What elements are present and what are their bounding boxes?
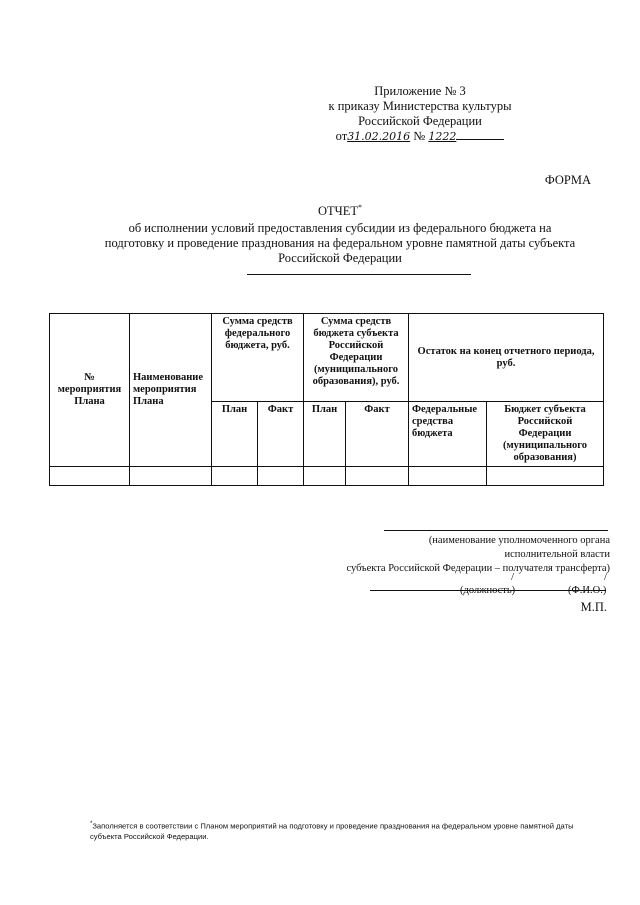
header-col-number: № мероприятия Плана <box>50 314 130 467</box>
header-fed-plan: План <box>212 402 258 467</box>
appendix-block <box>300 84 540 144</box>
header-fed-fact: Факт <box>258 402 304 467</box>
number-underline <box>456 129 504 140</box>
date-prefix: от <box>335 129 348 143</box>
footnote-mark: * <box>90 821 93 827</box>
org-caption-1: (наименование уполномоченного органа <box>428 535 610 546</box>
title-line-2: подготовку и проведение празднования на федеральном уровне памятной даты субъекта <box>104 236 576 251</box>
title-underline <box>247 274 471 275</box>
title-line-3: Российской Федерации <box>278 251 402 266</box>
table-cell[interactable] <box>346 467 409 486</box>
appendix-date-line <box>300 129 540 144</box>
position-caption: (должность) <box>460 585 516 596</box>
table-cell[interactable] <box>50 467 130 486</box>
table-cell[interactable] <box>304 467 346 486</box>
header-rest-federal: Федеральные средства бюджета <box>409 402 487 467</box>
header-subj-plan: План <box>304 402 346 467</box>
signature-org-block <box>330 534 610 576</box>
header-col-subject: Сумма средств бюджета субъекта Российской Федерации (муниципального образования), руб. <box>304 314 409 402</box>
signature-separator: / <box>511 571 515 583</box>
org-caption-3: субъекта Российской Федерации – получателя трансферта) <box>346 563 610 574</box>
signature-separator: / <box>604 571 608 583</box>
title-line-1: об исполнении условий предоставления субсидии из федерального бюджета на <box>128 221 552 236</box>
footnote-text: Заполняется в соответствии с Планом мероприятий на подготовку и проведение празднования на федеральном уровне памятной даты субъекта Российской Федерации. <box>90 821 574 841</box>
fio-caption: (Ф.И.О.) <box>568 585 607 596</box>
signature-org-underline <box>384 530 608 531</box>
table-cell[interactable] <box>258 467 304 486</box>
header-subj-fact: Факт <box>346 402 409 467</box>
header-col-name: Наименование мероприятия Плана <box>130 314 212 467</box>
appendix-order-ref: к приказу Министерства культуры <box>328 99 512 113</box>
form-label: ФОРМА <box>544 173 591 187</box>
date-value: 31.02.2016 <box>347 130 411 143</box>
appendix-ministry: Российской Федерации <box>358 114 482 128</box>
report-title: ОТЧЕТ* <box>317 203 363 219</box>
table-cell[interactable] <box>212 467 258 486</box>
header-col-remainder: Остаток на конец отчетного периода, руб. <box>409 314 604 402</box>
report-table <box>49 313 604 486</box>
stamp-place: М.П. <box>580 600 607 614</box>
header-rest-subject: Бюджет субъекта Российской Федерации (муниципального образования) <box>487 402 604 467</box>
report-title-block <box>90 200 590 266</box>
number-value: 1222 <box>428 130 457 143</box>
title-footnote-mark: * <box>358 203 363 212</box>
table-cell[interactable] <box>409 467 487 486</box>
number-prefix: № <box>413 129 426 143</box>
org-caption-2: исполнительной власти <box>504 549 610 560</box>
header-col-federal: Сумма средств федерального бюджета, руб. <box>212 314 304 402</box>
footnote <box>90 819 600 842</box>
appendix-number: Приложение № 3 <box>374 84 466 98</box>
table-cell[interactable] <box>487 467 604 486</box>
table-row <box>50 467 604 486</box>
table-cell[interactable] <box>130 467 212 486</box>
